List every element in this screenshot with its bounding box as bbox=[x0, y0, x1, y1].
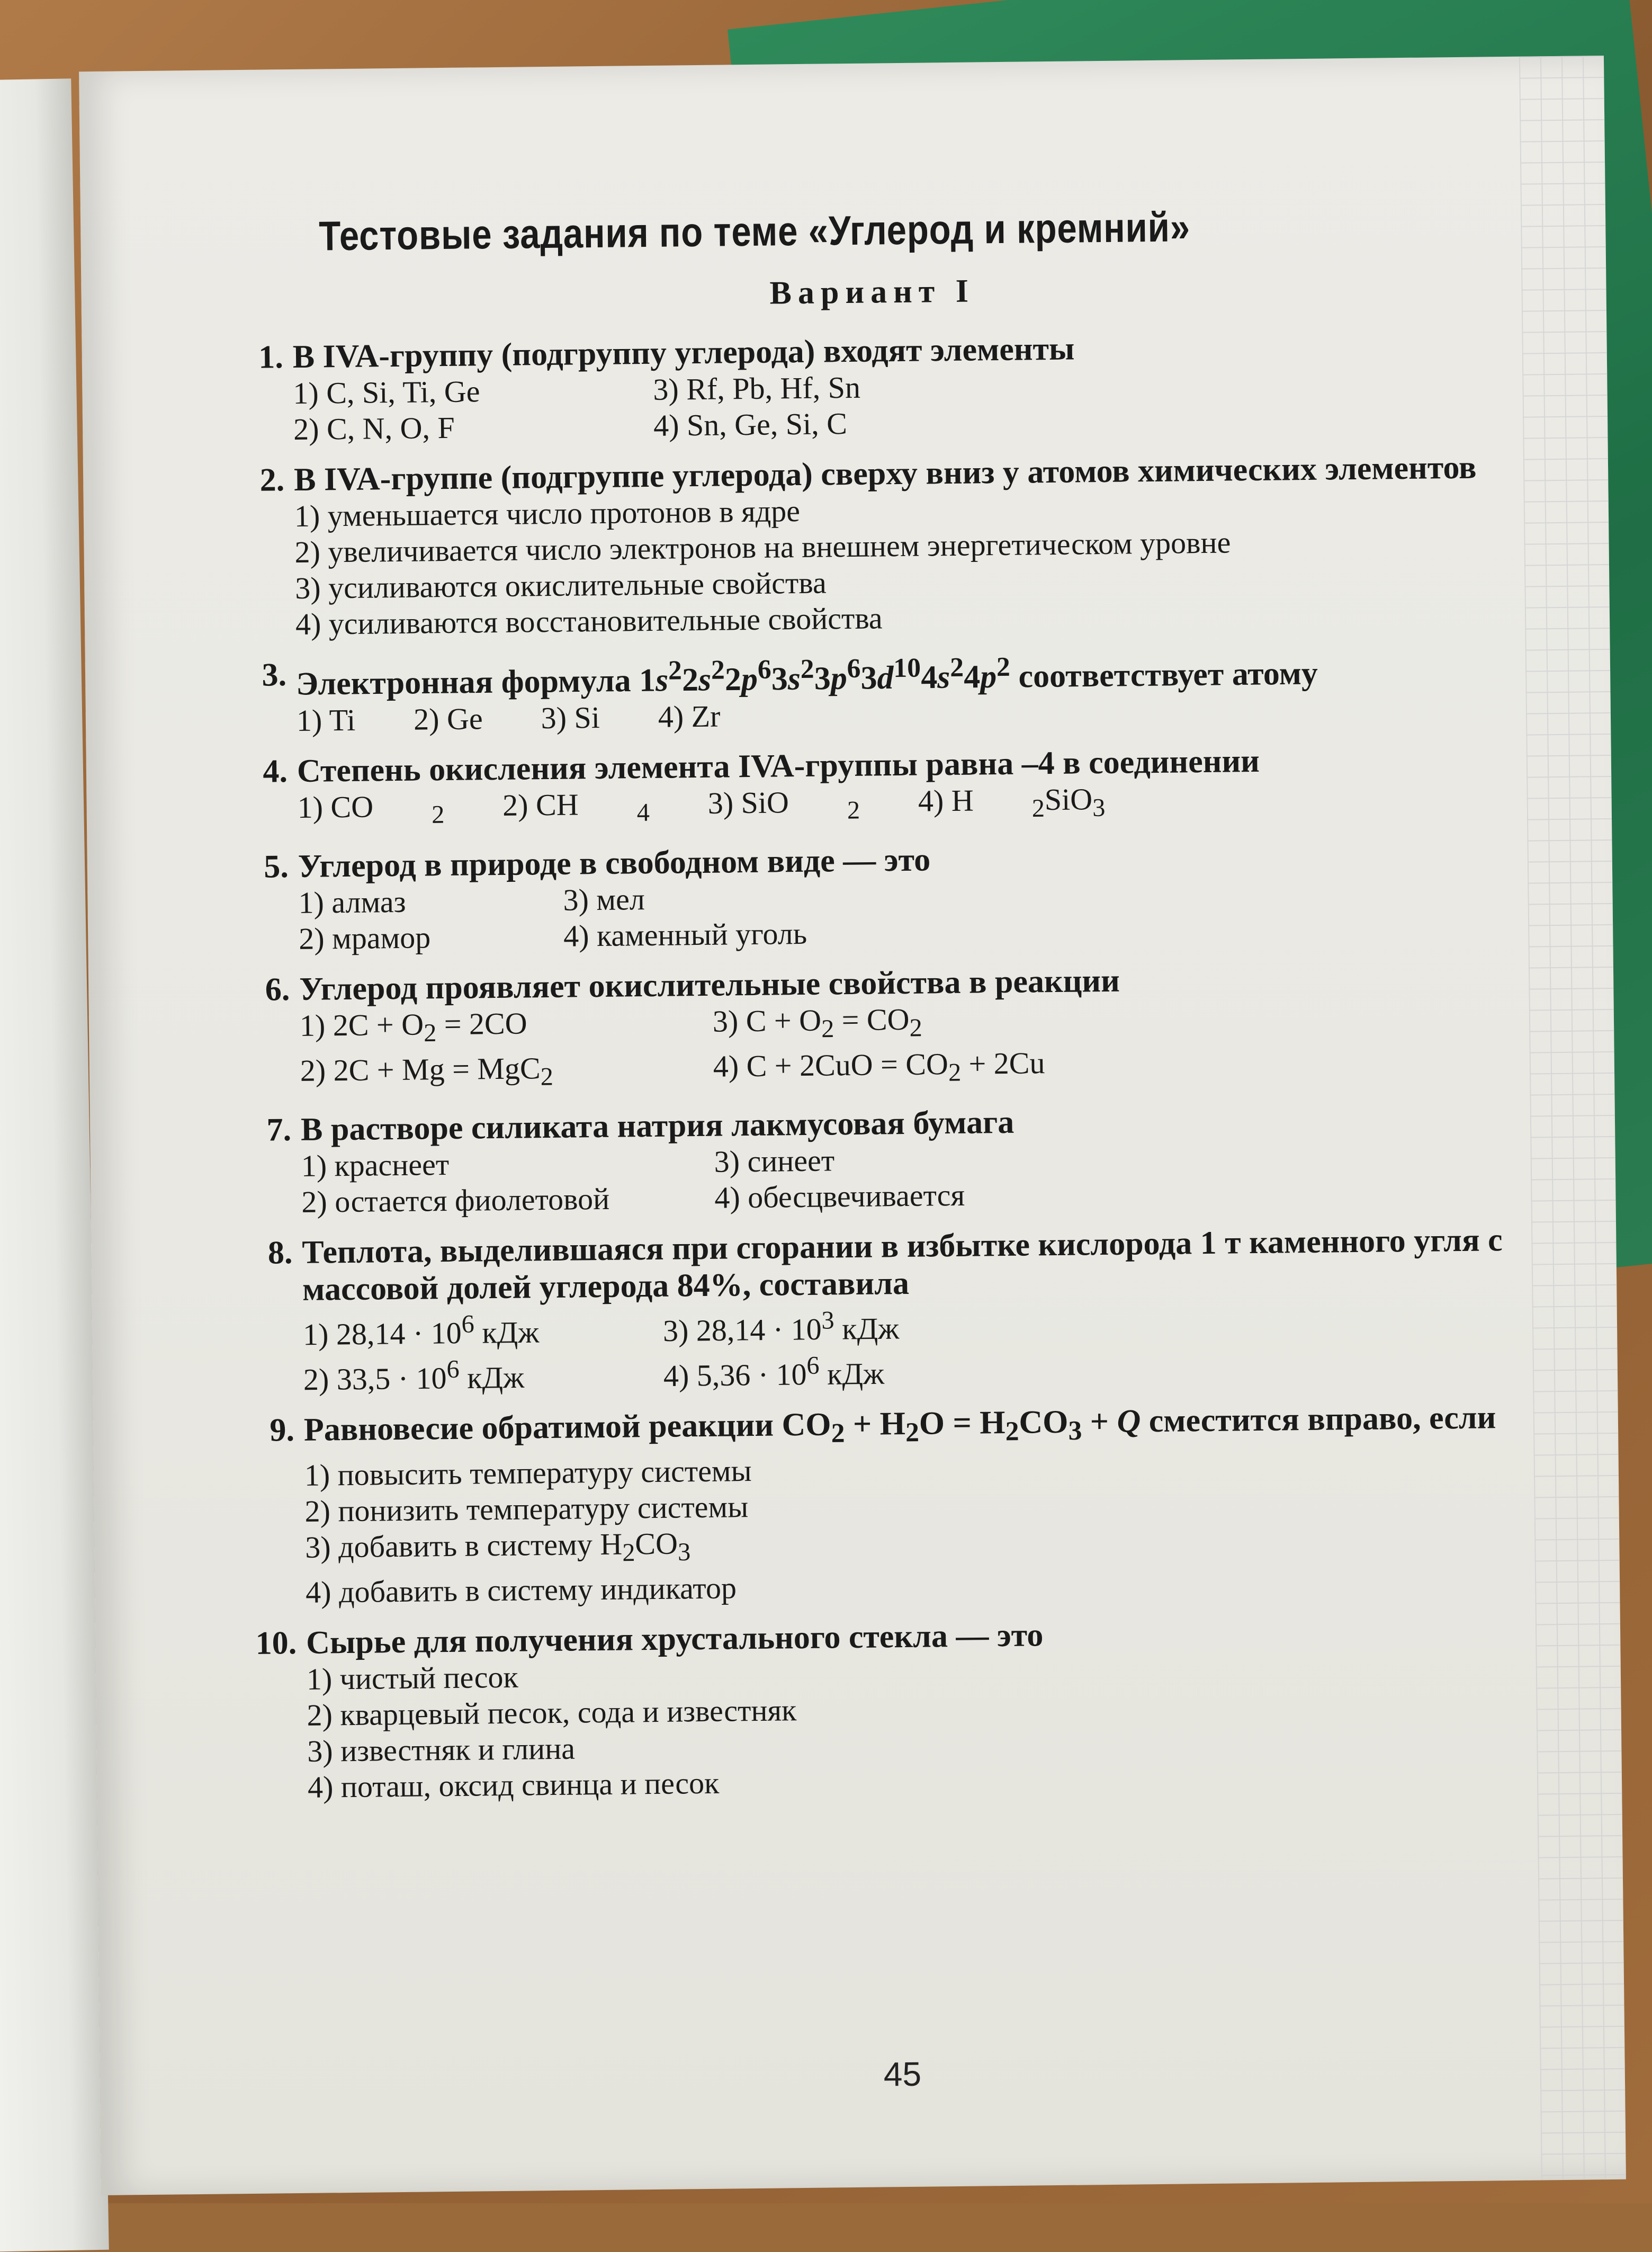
question-number: 3. bbox=[262, 657, 287, 693]
answer-option: 2) $33,5 \cdot 10^6$ кДж bbox=[303, 1355, 525, 1397]
answer-option: 4) поташ, оксид свинца и песок bbox=[307, 1765, 720, 1804]
question-2 bbox=[237, 448, 1551, 643]
question-text: В IVA-группу (подгруппу углерода) входят элементы bbox=[292, 330, 1075, 375]
question-number: 5. bbox=[263, 848, 289, 885]
question-text: В растворе силиката натрия лакмусовая бумага bbox=[300, 1104, 1014, 1148]
answer-option: 1) уменьшается число протонов в ядре bbox=[294, 493, 801, 533]
variant-heading: Вариант I bbox=[769, 273, 975, 311]
answer-option: 1) C, Si, Ti, Ge bbox=[293, 374, 480, 410]
question-text: Сырье для получения хрустального стекла — это bbox=[306, 1617, 1044, 1661]
question-4 bbox=[240, 739, 1554, 835]
question-number: 1. bbox=[258, 339, 284, 376]
question-number: 2. bbox=[259, 462, 285, 498]
answer-option: 2) увеличивается число электронов на внешнем энергетическом уровне bbox=[294, 525, 1231, 569]
question-5 bbox=[240, 835, 1555, 958]
answer-option: 2) CH $_4$ bbox=[502, 787, 650, 827]
page-content bbox=[234, 199, 1564, 1820]
question-number: 6. bbox=[265, 971, 290, 1008]
answer-option: 4) усиливаются восстановительные свойства bbox=[295, 601, 883, 641]
question-number: 9. bbox=[270, 1412, 295, 1449]
question-text: Углерод проявляет окислительные свойства в реакции bbox=[299, 962, 1120, 1008]
question-text: Равновесие обратимой реакции $CO_2 + H_2O = H_2CO_3 + Q$ сместится вправо, если bbox=[303, 1399, 1496, 1449]
answer-option: 3) мел bbox=[563, 882, 645, 917]
answer-option: 3) синеет bbox=[714, 1143, 835, 1179]
question-text: В IVA-группе (подгруппе углерода) сверху вниз у атомов химических элементов bbox=[293, 449, 1477, 498]
answer-option: 2) 2C + Mg = MgC$_2$ bbox=[300, 1051, 554, 1091]
answer-option: 4) каменный уголь bbox=[563, 916, 807, 953]
answer-option: 3) добавить в систему $H_2CO_3$ bbox=[304, 1526, 691, 1567]
question-number: 7. bbox=[266, 1112, 292, 1149]
answer-option: 2) кварцевый песок, сода и известняк bbox=[307, 1693, 797, 1732]
question-6 bbox=[242, 958, 1556, 1098]
workbook-page bbox=[79, 56, 1626, 2195]
answer-option: 2) Ge bbox=[413, 701, 483, 737]
question-number: 10. bbox=[255, 1625, 297, 1661]
answer-option: 1) $2C + O_2 = 2CO$ bbox=[299, 1006, 527, 1048]
answer-option: 4) $5,36 \cdot 10^6$ кДж bbox=[663, 1351, 885, 1393]
answer-option: 1) алмаз bbox=[298, 884, 406, 921]
answer-option: 1) CO $_2$ bbox=[297, 789, 445, 829]
question-text: Теплота, выделившаяся при сгорании в избытке кислорода 1 т каменного угля с массовой долей углерода 84%, составила bbox=[302, 1222, 1503, 1308]
question-10 bbox=[249, 1611, 1564, 1806]
answer-option: 3) усиливаются окислительные свойства bbox=[294, 565, 827, 605]
answer-option: 4) Sn, Ge, Si, C bbox=[653, 406, 848, 443]
answer-option: 2) мрамор bbox=[298, 920, 431, 957]
answer-option: 1) $28,14 \cdot 10^6$ кДж bbox=[302, 1310, 540, 1352]
answer-option: 1) Ti bbox=[296, 702, 356, 738]
answer-option: 1) краснеет bbox=[301, 1147, 450, 1184]
question-3 bbox=[239, 643, 1552, 739]
question-number: 8. bbox=[267, 1235, 293, 1272]
question-7 bbox=[244, 1098, 1558, 1221]
question-text: Степень окисления элемента IVA-группы равна –4 в соединении bbox=[297, 743, 1260, 789]
answer-option: 4) $C + 2CuO = CO_2 + 2Cu$ bbox=[713, 1045, 1045, 1087]
question-1 bbox=[235, 325, 1549, 448]
answer-option: 3) $28,14 \cdot 10^3$ кДж bbox=[662, 1306, 900, 1348]
page-title: Тестовые задания по теме «Углерод и кремний» bbox=[318, 203, 1191, 260]
answer-option: 3) $C + O_2 = CO_2$ bbox=[712, 1002, 923, 1043]
answer-option: 4) H $_2$SiO$_3$ bbox=[918, 781, 1106, 823]
question-9 bbox=[247, 1398, 1562, 1611]
answer-option: 2) C, N, O, F bbox=[293, 410, 455, 446]
question-text: Углерод в природе в свободном виде — это bbox=[298, 842, 931, 885]
question-text: Электронная формула $1s^22s^22p^63s^23p^63d^{10}4s^24p^2$ соответствует атому bbox=[295, 651, 1318, 702]
answer-option: 1) чистый песок bbox=[306, 1659, 518, 1696]
answer-option: 2) остается фиолетовой bbox=[301, 1182, 610, 1220]
answer-option: 3) SiO $_2$ bbox=[707, 784, 860, 825]
answer-option: 3) известняк и глина bbox=[307, 1731, 576, 1768]
answer-option: 4) Zr bbox=[658, 699, 721, 734]
answer-option: 4) добавить в систему индикатор bbox=[305, 1570, 737, 1610]
question-8 bbox=[245, 1221, 1559, 1398]
answer-option: 3) Si bbox=[541, 700, 600, 735]
answer-option: 4) обесцвечивается bbox=[714, 1178, 965, 1216]
answer-option: 1) повысить температуру системы bbox=[304, 1453, 752, 1493]
page-number: 45 bbox=[883, 2054, 922, 2094]
answer-option: 3) Rf, Pb, Hf, Sn bbox=[653, 370, 861, 407]
answer-option: 2) понизить температуру системы bbox=[304, 1489, 749, 1529]
question-number: 4. bbox=[263, 753, 288, 790]
